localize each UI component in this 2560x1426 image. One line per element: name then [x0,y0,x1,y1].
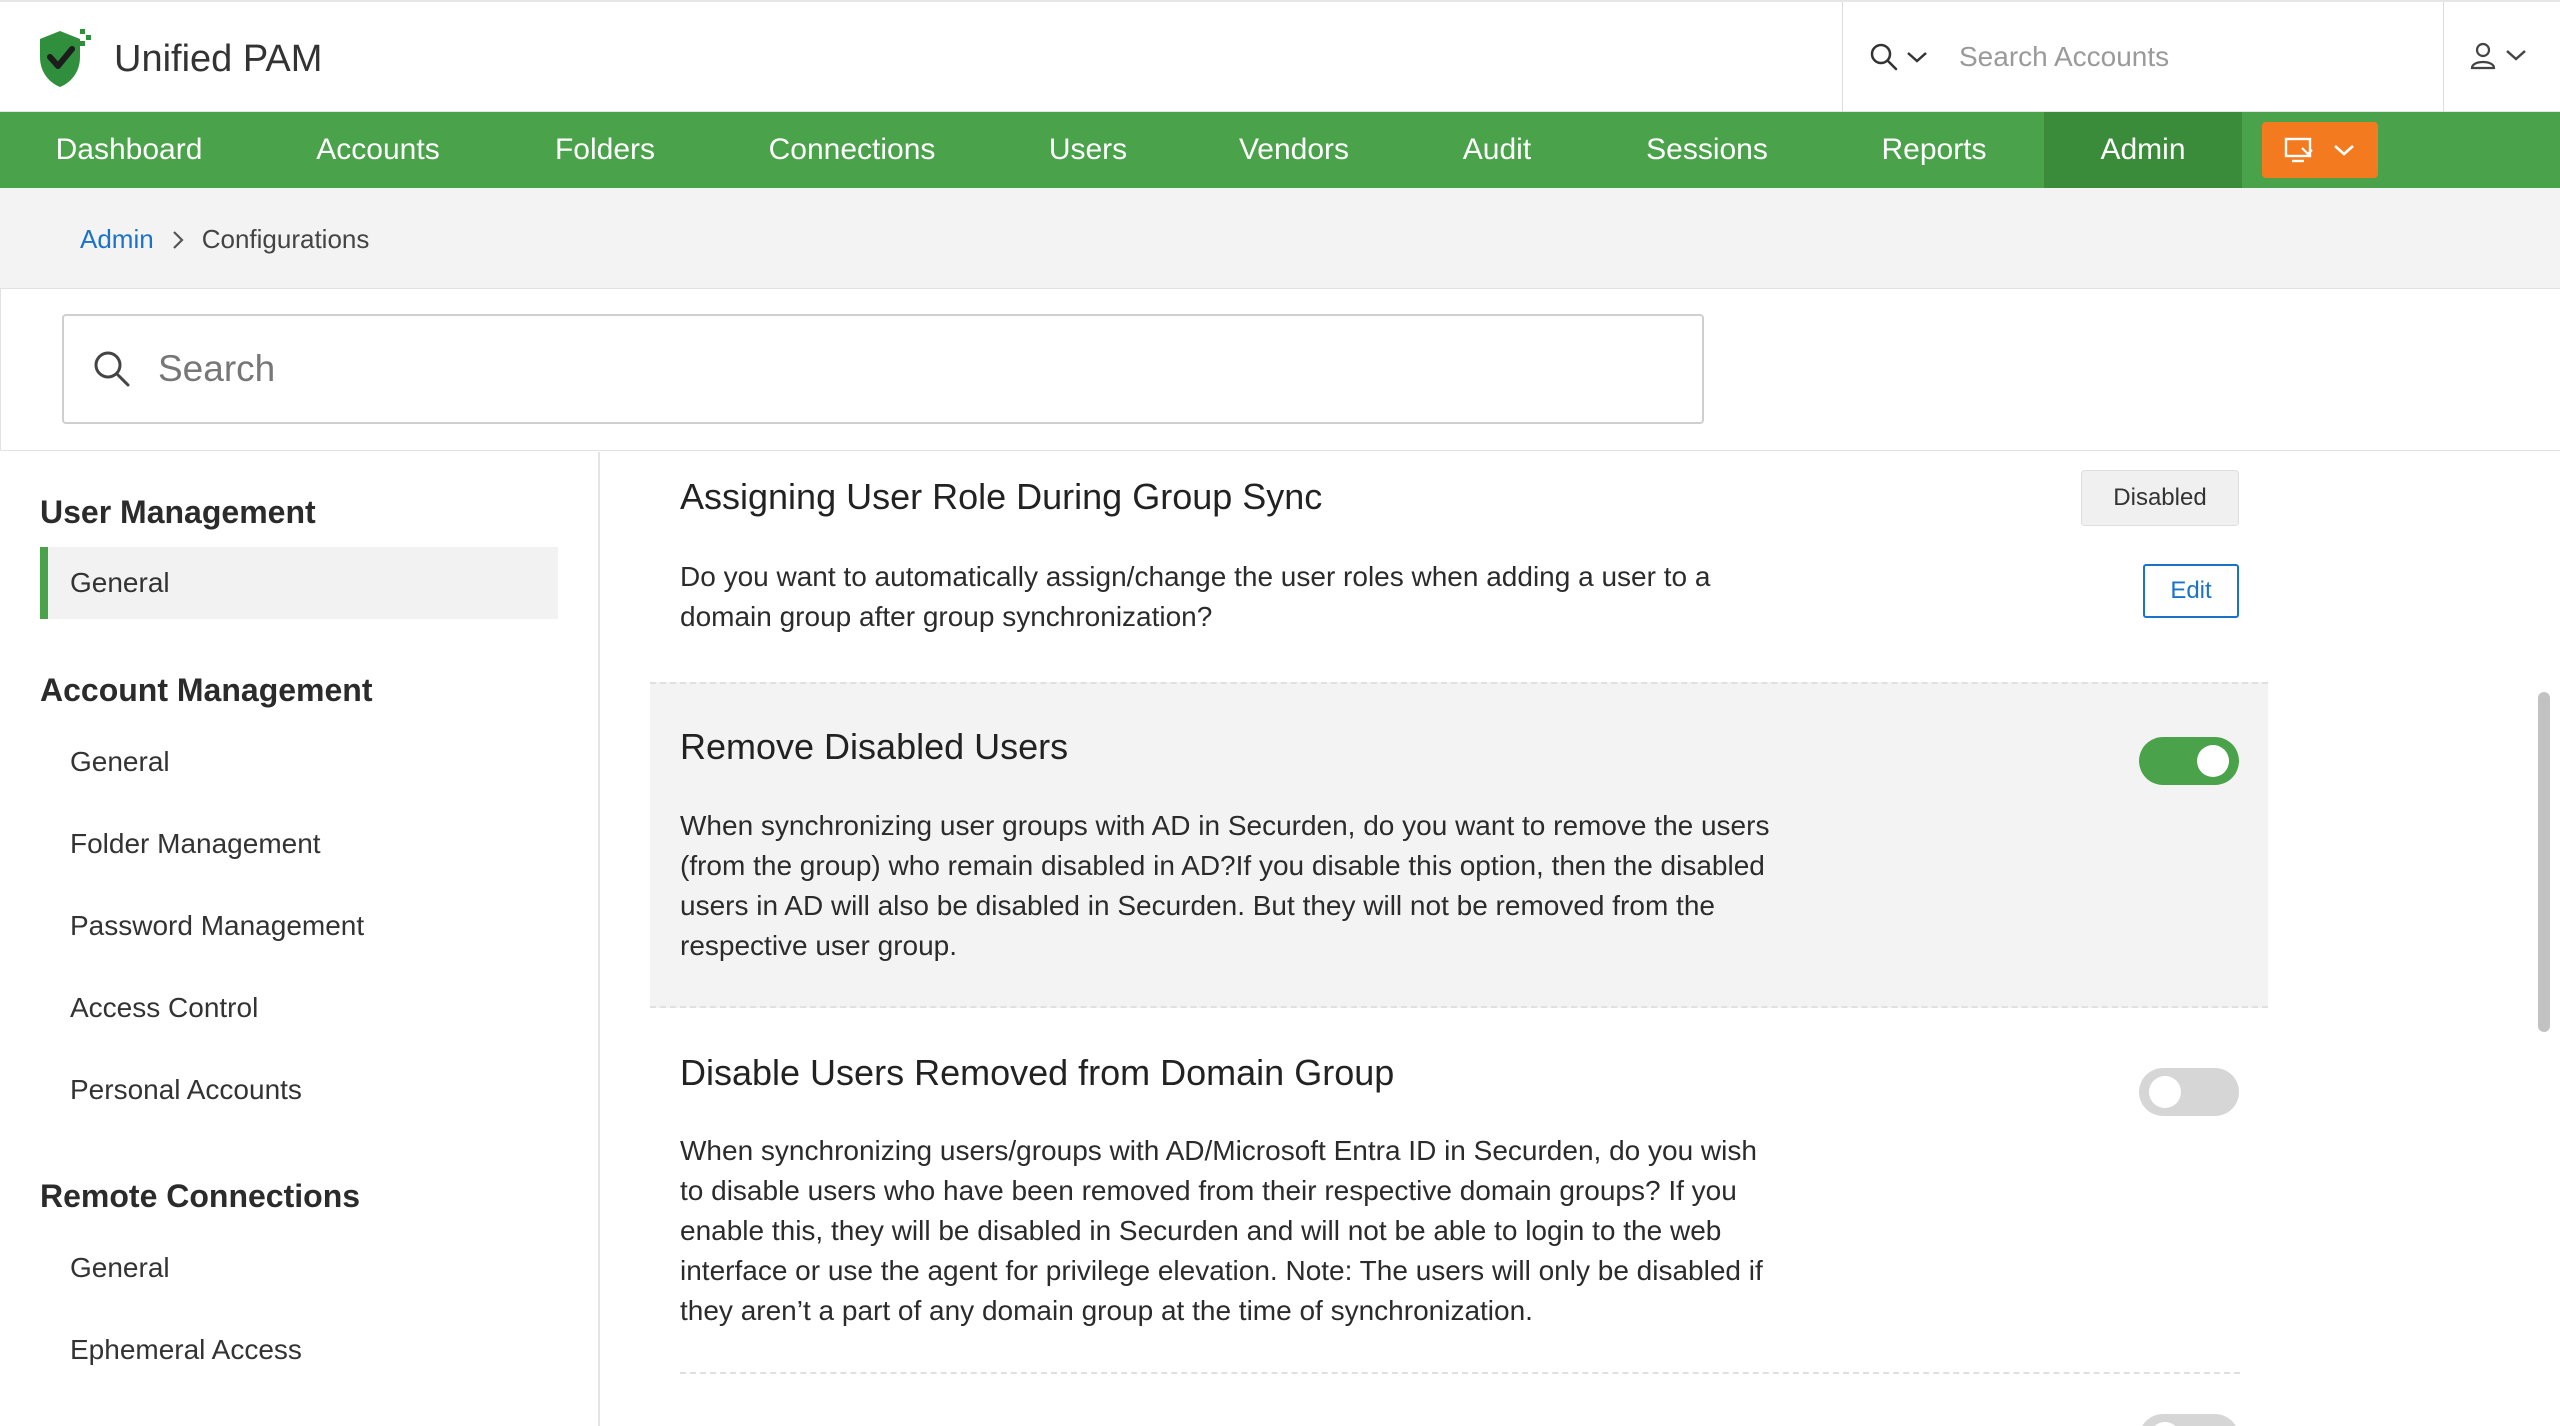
status-badge: Disabled [2081,470,2239,526]
sidebar-item-personal-accounts[interactable]: Personal Accounts [70,1074,302,1105]
desc-line: domain group after group synchronization? [680,601,1213,632]
desc-line: Do you want to automatically assign/change the user roles when adding a user to a [680,561,1711,592]
breadcrumb-admin-link[interactable]: Admin [80,224,154,254]
main-nav [0,112,2560,188]
sidebar-item-user-general[interactable]: General [40,547,558,619]
search-accounts-bar[interactable] [1842,2,2444,112]
breadcrumb-bar [0,188,2560,288]
top-header [0,0,2560,112]
search-icon [1869,42,1899,72]
sidebar-item-remote-general[interactable]: General [70,1252,170,1283]
setting-title-remove-disabled-users: Remove Disabled Users [680,726,1069,767]
nav-vendors[interactable]: Vendors [1238,133,1350,166]
desc-line: When synchronizing user groups with AD in Securden, do you want to remove the users [680,810,1770,841]
sidebar-section-account-management: Account Management [40,672,373,708]
sidebar-item-ephemeral-access[interactable]: Ephemeral Access [70,1334,302,1365]
sidebar-item-access-control[interactable]: Access Control [70,992,259,1023]
setting-title-group-sync-role: Assigning User Role During Group Sync [680,476,1323,517]
desc-line: (from the group) who remain disabled in AD?If you disable this option, then the disabled [680,850,1765,881]
desc-line: interface or use the agent for privilege elevation. Note: The users will only be disabled if [680,1255,1763,1286]
desc-line: respective user group. [680,930,958,961]
toggle-knob [2149,1076,2181,1108]
toggle-knob [2197,745,2229,777]
chevron-down-icon [2332,142,2356,158]
search-accounts-input[interactable]: Search Accounts [1959,41,2170,72]
sidebar-section-remote-connections: Remote Connections [40,1178,361,1214]
nav-reports[interactable]: Reports [1881,133,1987,166]
nav-accounts[interactable]: Accounts [316,133,440,166]
nav-audit[interactable]: Audit [1462,133,1532,166]
app-name: Unified PAM [114,37,323,80]
chevron-down-icon [2504,47,2528,63]
desc-line: to disable users who have been removed from their respective domain groups? If you [680,1175,1737,1206]
desc-line: enable this, they will be disabled in Securden and will not be able to login to the web [680,1215,1722,1246]
nav-admin[interactable]: Admin [2044,112,2242,188]
scrollbar-thumb[interactable] [2538,692,2550,1032]
search-icon [92,349,132,389]
sidebar-item-folder-management[interactable]: Folder Management [70,828,321,859]
desc-line: users in AD will also be disabled in Securden. But they will not be removed from the [680,890,1715,921]
remove-disabled-users-toggle[interactable] [2139,737,2239,785]
next-setting-toggle[interactable] [2139,1414,2239,1426]
user-icon [2468,40,2498,70]
nav-users[interactable]: Users [1048,133,1128,166]
toggle-knob [2149,1422,2181,1426]
search-scope-dropdown[interactable] [1869,42,1929,72]
chevron-right-icon [170,229,186,251]
nav-connections[interactable]: Connections [768,133,936,166]
setting-title-disable-removed-users: Disable Users Removed from Domain Group [680,1052,1395,1093]
sidebar-item-password-management[interactable]: Password Management [70,910,365,941]
breadcrumb-current: Configurations [201,224,370,254]
nav-sessions[interactable]: Sessions [1646,133,1768,166]
config-search-input[interactable] [62,314,1704,424]
desc-line: they aren’t a part of any domain group at the time of synchronization. [680,1295,1533,1326]
setting-desc-remove-disabled-users [680,806,1790,966]
shield-logo-icon [36,27,92,91]
config-search-placeholder: Search [158,348,276,389]
nav-folders[interactable]: Folders [554,133,656,166]
remote-screen-icon [2284,136,2316,164]
remote-session-button[interactable] [2262,122,2378,178]
setting-desc-group-sync-role [680,557,1790,637]
desc-line: When synchronizing users/groups with AD/Microsoft Entra ID in Securden, do you wish [680,1135,1757,1166]
section-divider [680,1372,2240,1374]
chevron-down-icon [1905,49,1929,65]
sidebar-item-account-general[interactable]: General [70,746,170,777]
brand[interactable] [36,24,322,94]
breadcrumb [80,224,369,255]
disable-removed-users-toggle[interactable] [2139,1068,2239,1116]
nav-dashboard[interactable]: Dashboard [55,133,203,166]
sidebar-section-user-management: User Management [40,494,316,530]
setting-desc-disable-removed-users [680,1131,1790,1331]
user-menu[interactable] [2468,40,2528,70]
edit-button[interactable]: Edit [2143,564,2239,618]
